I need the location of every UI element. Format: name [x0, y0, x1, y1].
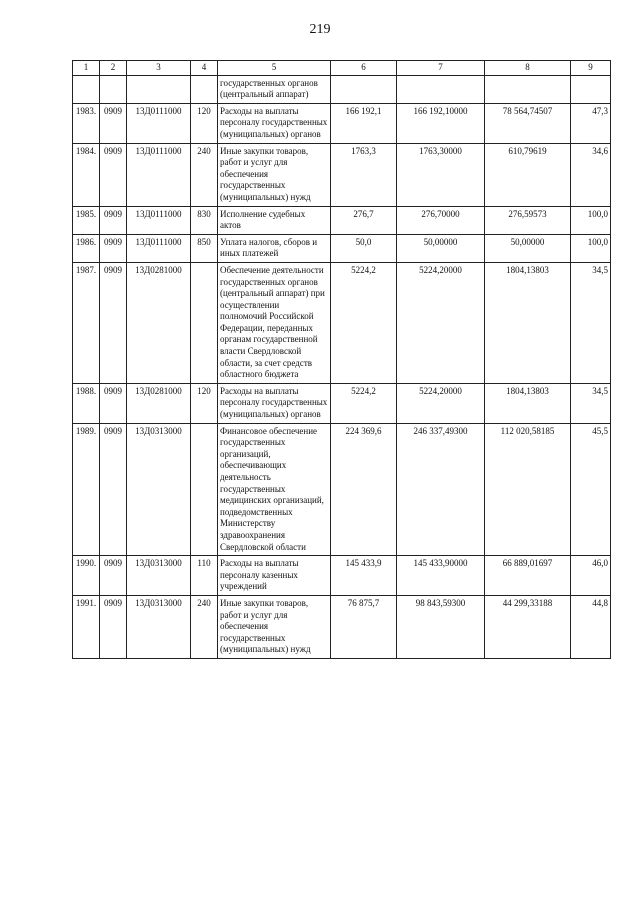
section-code: 0909: [100, 206, 127, 234]
section-code: 0909: [100, 423, 127, 556]
column-header: 4: [191, 61, 218, 76]
plan-amount: 224 369,6: [331, 423, 397, 556]
row-number: 1989.: [73, 423, 100, 556]
expense-name: Уплата налогов, сборов и иных платежей: [218, 234, 331, 262]
target-code: 13Д0313000: [127, 423, 191, 556]
expense-type: [191, 262, 218, 383]
table-row: [73, 556, 611, 596]
expense-type: 240: [191, 595, 218, 658]
expense-name: Расходы на выплаты персоналу казенных учреждений: [218, 556, 331, 596]
execution-percent: 44,8: [571, 595, 611, 658]
execution-percent: 47,3: [571, 103, 611, 143]
column-header: 7: [397, 61, 485, 76]
execution-percent: 34,6: [571, 143, 611, 206]
executed-amount: 610,79619: [485, 143, 571, 206]
target-code: 13Д0111000: [127, 103, 191, 143]
row-number: 1983.: [73, 103, 100, 143]
approved-amount: [397, 75, 485, 103]
approved-amount: 98 843,59300: [397, 595, 485, 658]
expense-name: Расходы на выплаты персоналу государственных (муниципальных) органов: [218, 383, 331, 423]
executed-amount: 276,59573: [485, 206, 571, 234]
plan-amount: 76 875,7: [331, 595, 397, 658]
section-code: 0909: [100, 234, 127, 262]
execution-percent: 100,0: [571, 206, 611, 234]
row-number: [73, 75, 100, 103]
approved-amount: 1763,30000: [397, 143, 485, 206]
plan-amount: 5224,2: [331, 262, 397, 383]
budget-table: [72, 60, 611, 659]
plan-amount: 276,7: [331, 206, 397, 234]
column-header: 8: [485, 61, 571, 76]
plan-amount: [331, 75, 397, 103]
column-header: 3: [127, 61, 191, 76]
row-number: 1984.: [73, 143, 100, 206]
section-code: 0909: [100, 143, 127, 206]
plan-amount: 145 433,9: [331, 556, 397, 596]
approved-amount: 145 433,90000: [397, 556, 485, 596]
plan-amount: 5224,2: [331, 383, 397, 423]
table-row: [73, 143, 611, 206]
column-header: 9: [571, 61, 611, 76]
executed-amount: [485, 75, 571, 103]
executed-amount: 66 889,01697: [485, 556, 571, 596]
approved-amount: 166 192,10000: [397, 103, 485, 143]
table-header-row: [73, 61, 611, 76]
target-code: 13Д0111000: [127, 143, 191, 206]
expense-name: Обеспечение деятельности государственных органов (центральный аппарат) при осуществлении полномочий Российской Федерации, переданных органам государственной власти Свердловской области, за счет средств областного бюджета: [218, 262, 331, 383]
expense-type: 110: [191, 556, 218, 596]
execution-percent: 34,5: [571, 262, 611, 383]
table-row: [73, 103, 611, 143]
target-code: 13Д0281000: [127, 383, 191, 423]
row-number: 1988.: [73, 383, 100, 423]
execution-percent: 100,0: [571, 234, 611, 262]
executed-amount: 78 564,74507: [485, 103, 571, 143]
table-row: [73, 234, 611, 262]
executed-amount: 112 020,58185: [485, 423, 571, 556]
expense-name: Финансовое обеспечение государственных организаций, обеспечивающих деятельность государственных медицинских организаций, подведомственных Министерству здравоохранения Свердловской области: [218, 423, 331, 556]
row-number: 1990.: [73, 556, 100, 596]
section-code: 0909: [100, 262, 127, 383]
row-number: 1985.: [73, 206, 100, 234]
page-number: 219: [309, 22, 331, 37]
row-number: 1987.: [73, 262, 100, 383]
approved-amount: 246 337,49300: [397, 423, 485, 556]
approved-amount: 50,00000: [397, 234, 485, 262]
expense-name: Иные закупки товаров, работ и услуг для обеспечения государственных (муниципальных) нужд: [218, 143, 331, 206]
target-code: 13Д0313000: [127, 556, 191, 596]
executed-amount: 44 299,33188: [485, 595, 571, 658]
row-number: 1986.: [73, 234, 100, 262]
section-code: 0909: [100, 556, 127, 596]
column-header: 2: [100, 61, 127, 76]
column-header: 6: [331, 61, 397, 76]
expense-type: 240: [191, 143, 218, 206]
approved-amount: 5224,20000: [397, 383, 485, 423]
expense-type: 120: [191, 103, 218, 143]
row-number: 1991.: [73, 595, 100, 658]
target-code: [127, 75, 191, 103]
executed-amount: 50,00000: [485, 234, 571, 262]
table-row: [73, 206, 611, 234]
approved-amount: 5224,20000: [397, 262, 485, 383]
column-header: 5: [218, 61, 331, 76]
plan-amount: 166 192,1: [331, 103, 397, 143]
table-row: [73, 383, 611, 423]
expense-type: 120: [191, 383, 218, 423]
table-row: [73, 262, 611, 383]
expense-type: [191, 423, 218, 556]
table-row: [73, 75, 611, 103]
section-code: 0909: [100, 383, 127, 423]
expense-type: 830: [191, 206, 218, 234]
target-code: 13Д0313000: [127, 595, 191, 658]
table-row: [73, 423, 611, 556]
target-code: 13Д0281000: [127, 262, 191, 383]
target-code: 13Д0111000: [127, 234, 191, 262]
expense-type: [191, 75, 218, 103]
execution-percent: 34,5: [571, 383, 611, 423]
execution-percent: 45,5: [571, 423, 611, 556]
target-code: 13Д0111000: [127, 206, 191, 234]
column-header: 1: [73, 61, 100, 76]
section-code: 0909: [100, 103, 127, 143]
execution-percent: 46,0: [571, 556, 611, 596]
approved-amount: 276,70000: [397, 206, 485, 234]
plan-amount: 1763,3: [331, 143, 397, 206]
table-row: [73, 595, 611, 658]
expense-name: Исполнение судебных актов: [218, 206, 331, 234]
section-code: [100, 75, 127, 103]
expense-name: государственных органов (центральный аппарат): [218, 75, 331, 103]
plan-amount: 50,0: [331, 234, 397, 262]
expense-name: Иные закупки товаров, работ и услуг для обеспечения государственных (муниципальных) нужд: [218, 595, 331, 658]
expense-name: Расходы на выплаты персоналу государственных (муниципальных) органов: [218, 103, 331, 143]
executed-amount: 1804,13803: [485, 262, 571, 383]
expense-type: 850: [191, 234, 218, 262]
execution-percent: [571, 75, 611, 103]
executed-amount: 1804,13803: [485, 383, 571, 423]
section-code: 0909: [100, 595, 127, 658]
